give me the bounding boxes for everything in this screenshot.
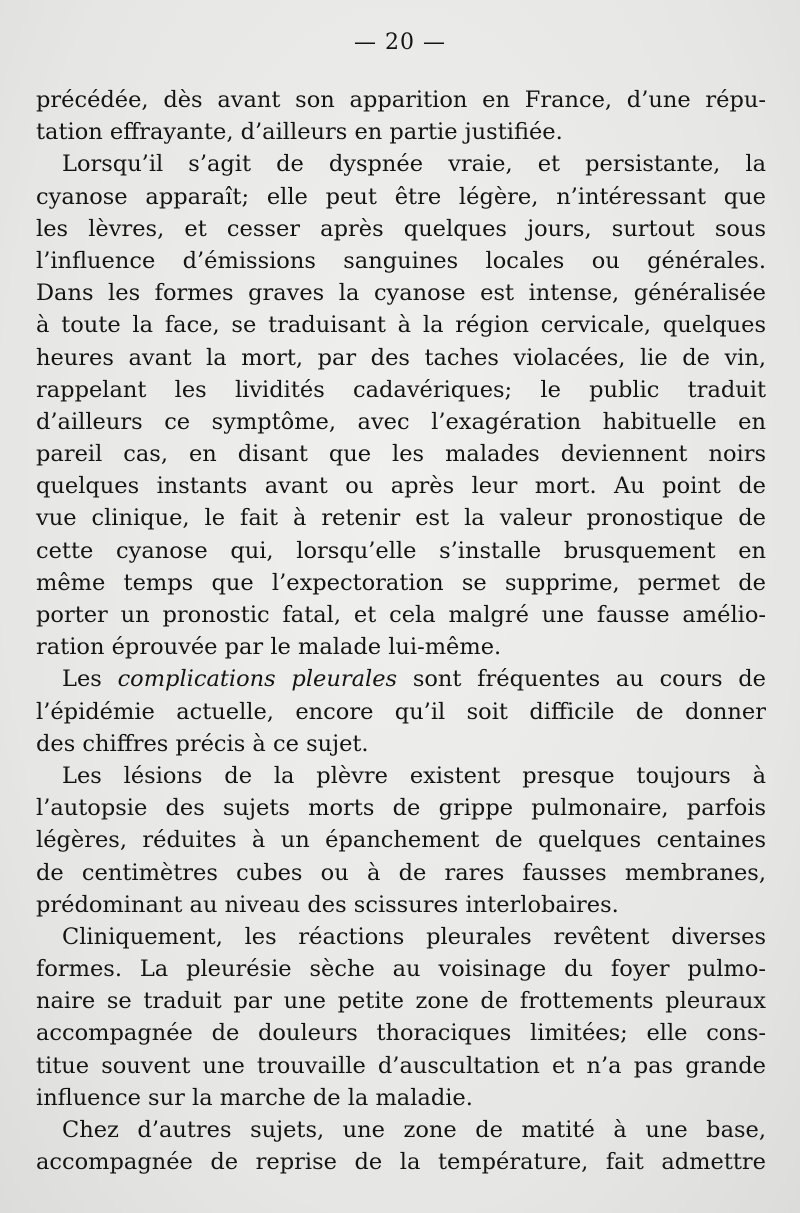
- text-line: naire se traduit par une petite zone de frottements pleuraux: [36, 988, 766, 1015]
- text-line: vue clinique, le fait à retenir est la valeur pronostique de: [36, 505, 766, 532]
- text-line: cyanose apparaît; elle peut être légère, n’intéressant que: [36, 183, 766, 210]
- text-line: l’influence d’émissions sanguines locales ou générales.: [36, 247, 766, 274]
- text-line: tation effrayante, d’ailleurs en partie justifiée.: [36, 119, 563, 146]
- text-line: cette cyanose qui, lorsqu’elle s’installe brusquement en: [36, 537, 766, 564]
- paragraph-start-line: Cliniquement, les réactions pleurales revêtent diverses: [62, 923, 766, 950]
- text-line: des chiffres précis à ce sujet.: [36, 730, 369, 757]
- paragraph-start-line: Chez d’autres sujets, une zone de matité à une base,: [62, 1117, 766, 1143]
- text-line: porter un pronostic fatal, et cela malgré une fausse amélio-: [36, 602, 766, 628]
- page-number: — 20 —: [354, 30, 446, 55]
- body-text: [36, 84, 766, 1178]
- text-line: l’autopsie des sujets morts de grippe pulmonaire, parfois: [36, 795, 766, 822]
- text-line: accompagnée de douleurs thoraciques limitées; elle cons-: [36, 1020, 766, 1047]
- text-line: à toute la face, se traduisant à la région cervicale, quelques: [36, 312, 766, 339]
- paragraph-start-line: [36, 663, 766, 695]
- text-line: l’épidémie actuelle, encore qu’il soit difficile de donner: [36, 698, 766, 725]
- text-line: pareil cas, en disant que les malades deviennent noirs: [36, 441, 766, 468]
- text-line: ration éprouvée par le malade lui-même.: [36, 634, 502, 661]
- text-line: même temps que l’expectoration se supprime, permet de: [36, 569, 766, 596]
- text-line: Dans les formes graves la cyanose est intense, généralisée: [36, 280, 766, 307]
- line-rest: sont fréquentes au cours de: [412, 666, 766, 693]
- lead-word: Les: [62, 666, 102, 693]
- text-line: de centimètres cubes ou à de rares fausses membranes,: [36, 859, 766, 886]
- text-line: les lèvres, et cesser après quelques jours, surtout sous: [36, 215, 766, 242]
- text-line: quelques instants avant ou après leur mort. Au point de: [36, 473, 766, 500]
- paragraph-start-line: Lorsqu’il s’agit de dyspnée vraie, et persistante, la: [62, 151, 766, 178]
- text-line: influence sur la marche de la maladie.: [36, 1084, 473, 1111]
- text-line: légères, réduites à un épanchement de quelques centaines: [36, 827, 766, 854]
- text-line: prédominant au niveau des scissures interlobaires.: [36, 891, 619, 918]
- text-line: d’ailleurs ce symptôme, avec l’exagération habituelle en: [36, 408, 766, 435]
- text-line: rappelant les lividités cadavériques; le public traduit: [36, 376, 766, 403]
- text-line: précédée, dès avant son apparition en France, d’une répu-: [36, 87, 766, 113]
- text-line: formes. La pleurésie sèche au voisinage du foyer pulmo-: [36, 956, 766, 983]
- text-line: accompagnée de reprise de la température, fait admettre: [36, 1149, 766, 1176]
- italic-phrase: complications pleurales: [117, 666, 398, 693]
- paragraph-start-line: Les lésions de la plèvre existent presque toujours à: [62, 762, 766, 789]
- text-line: titue souvent une trouvaille d’auscultation et n’a pas grande: [36, 1052, 766, 1079]
- text-line: heures avant la mort, par des taches violacées, lie de vin,: [36, 344, 766, 371]
